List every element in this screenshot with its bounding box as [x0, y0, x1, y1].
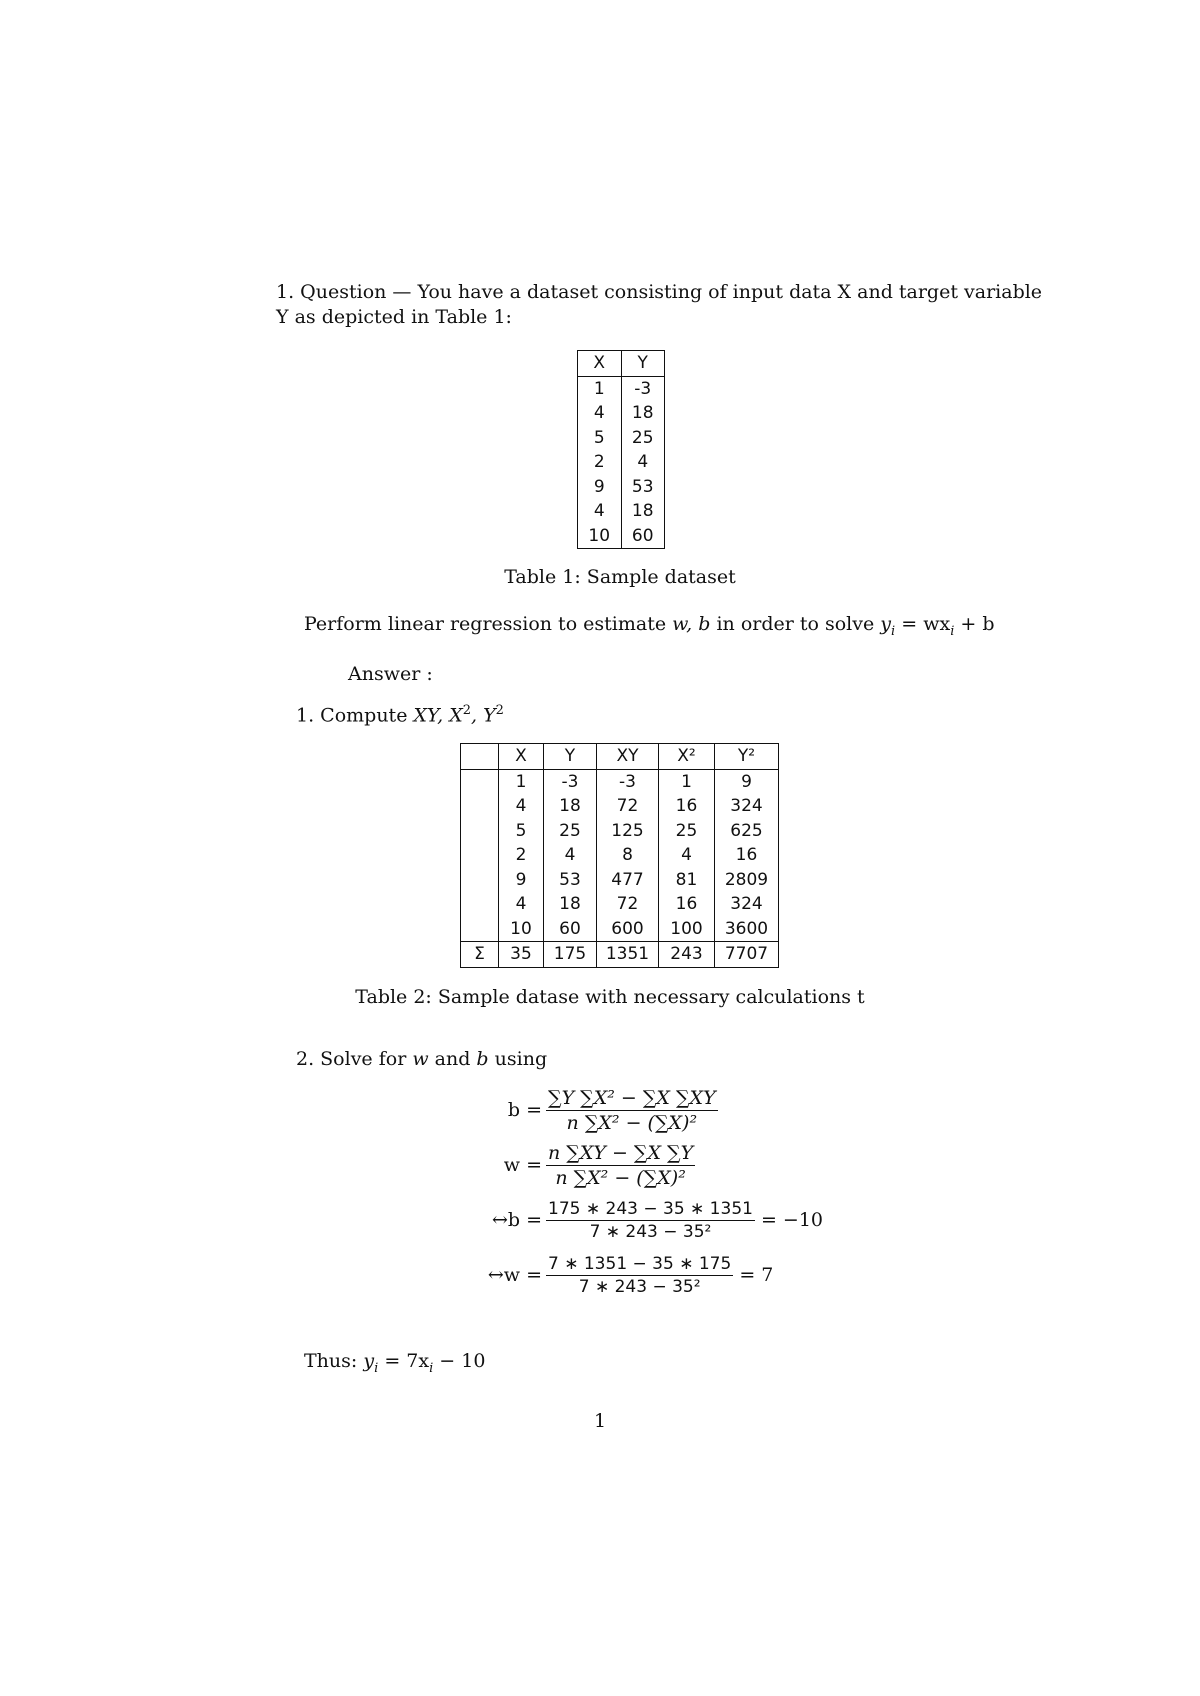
table-2 — [460, 743, 779, 968]
table-2-cell: 125 — [597, 819, 659, 844]
task-statement — [304, 612, 995, 644]
table-2-row — [461, 892, 779, 917]
table-2-cell: 25 — [659, 819, 715, 844]
conclusion-sub-i: i — [374, 1360, 379, 1376]
equation-b-numeric — [484, 1192, 823, 1248]
task-sub-i: i — [891, 623, 896, 639]
equation-b-numeric-fraction — [546, 1199, 755, 1242]
task-plus-b: + b — [960, 613, 995, 635]
table-2-cell: 4 — [499, 892, 544, 917]
table-2-sum-row — [461, 942, 779, 968]
table-1-cell: 4 — [621, 450, 665, 475]
step-2-and: and — [434, 1048, 471, 1070]
table-2-cell: 2809 — [715, 868, 779, 893]
table-2-cell: 100 — [659, 917, 715, 942]
step-1-vars: XY, X — [413, 704, 463, 727]
table-1-cell: 2 — [578, 450, 622, 475]
step-2 — [296, 1047, 547, 1071]
table-2-header-blank — [461, 744, 499, 770]
equation-w-denominator: n ∑X² − (∑X)² — [555, 1166, 686, 1189]
table-2-cell: 1 — [499, 769, 544, 794]
table-2-cell: 324 — [715, 892, 779, 917]
question-line-2: Y as depicted in Table 1: — [276, 306, 512, 328]
table-2-header-x2: X² — [659, 744, 715, 770]
equation-b — [484, 1082, 718, 1138]
table-2-cell: 16 — [659, 892, 715, 917]
table-2-header-xy: XY — [597, 744, 659, 770]
table-2-cell: 477 — [597, 868, 659, 893]
conclusion-y: y — [363, 1350, 375, 1372]
table-1-cell: -3 — [621, 376, 665, 401]
table-1-cell: 4 — [578, 499, 622, 524]
table-2-header-y: Y — [544, 744, 597, 770]
table-1-cell: 5 — [578, 426, 622, 451]
table-2-row — [461, 769, 779, 794]
equation-w — [484, 1137, 695, 1193]
table-2-row — [461, 819, 779, 844]
table-2-cell: 8 — [597, 843, 659, 868]
table-2-sum-cell: 175 — [544, 942, 597, 968]
equation-b-numeric-lhs: ↔b = — [491, 1209, 542, 1231]
table-1-row — [578, 450, 665, 475]
table-2-cell: 16 — [659, 794, 715, 819]
conclusion-tail: − 10 — [439, 1350, 486, 1372]
table-1-row — [578, 524, 665, 549]
answer-label: Answer : — [348, 663, 433, 685]
conclusion — [304, 1349, 485, 1381]
table-2-cell: 2 — [499, 843, 544, 868]
step-2-using: using — [494, 1048, 548, 1070]
table-2-label-cell — [461, 892, 499, 917]
table-1-header-y: Y — [621, 351, 665, 377]
table-1-row — [578, 376, 665, 401]
table-1-cell: 1 — [578, 376, 622, 401]
table-2-cell: 18 — [544, 794, 597, 819]
table-2-cell: 5 — [499, 819, 544, 844]
step-1-vars2: , Y — [471, 704, 496, 727]
table-1-row — [578, 475, 665, 500]
conclusion-label: Thus: — [304, 1350, 358, 1372]
equation-w-lhs: w = — [503, 1154, 542, 1176]
step-1-label: 1. Compute — [296, 704, 408, 727]
table-2-cell: 81 — [659, 868, 715, 893]
equation-b-numeric-numerator: 175 ∗ 243 − 35 ∗ 1351 — [548, 1198, 753, 1219]
equation-b-numeric-denominator: 7 ∗ 243 − 35² — [589, 1221, 712, 1242]
equation-w-numeric-denominator: 7 ∗ 243 − 35² — [578, 1276, 701, 1297]
equation-w-numeric — [484, 1247, 773, 1303]
table-2-cell: 4 — [499, 794, 544, 819]
table-2-cell: 324 — [715, 794, 779, 819]
table-1-row — [578, 426, 665, 451]
table-2-label-cell — [461, 868, 499, 893]
table-2-sum-symbol: Σ — [461, 942, 499, 968]
table-2-cell: 4 — [544, 843, 597, 868]
page-number: 1 — [593, 1410, 607, 1432]
task-sub-i-2: i — [950, 623, 955, 639]
table-2-caption: Table 2: Sample datase with necessary calculations t — [355, 986, 865, 1008]
table-2-cell: 600 — [597, 917, 659, 942]
table-2-header-x: X — [499, 744, 544, 770]
table-2-sum-cell: 243 — [659, 942, 715, 968]
table-2-cell: 3600 — [715, 917, 779, 942]
table-1-cell: 18 — [621, 499, 665, 524]
table-2-cell: 72 — [597, 892, 659, 917]
table-2-cell: -3 — [597, 769, 659, 794]
table-2-label-cell — [461, 917, 499, 942]
table-2-label-cell — [461, 843, 499, 868]
equation-w-numerator: n ∑XY − ∑X ∑Y — [548, 1141, 694, 1164]
table-2-sum-cell: 1351 — [597, 942, 659, 968]
equation-b-lhs: b = — [507, 1099, 542, 1121]
table-2-cell: -3 — [544, 769, 597, 794]
table-2-header-y2: Y² — [715, 744, 779, 770]
equation-b-fraction — [546, 1087, 718, 1134]
table-2-row — [461, 794, 779, 819]
table-2-row — [461, 917, 779, 942]
table-2-cell: 4 — [659, 843, 715, 868]
table-1-cell: 10 — [578, 524, 622, 549]
table-1 — [577, 350, 665, 549]
step-2-w: w — [412, 1048, 429, 1070]
table-2-row — [461, 868, 779, 893]
task-y: y — [880, 613, 892, 635]
equation-w-numeric-lhs: ↔w = — [487, 1264, 542, 1286]
task-part-1: Perform linear regression to estimate — [304, 613, 667, 635]
table-1-cell: 18 — [621, 401, 665, 426]
table-2-row — [461, 843, 779, 868]
table-2-cell: 72 — [597, 794, 659, 819]
step-2-label: 2. Solve for — [296, 1048, 407, 1070]
table-2-cell: 25 — [544, 819, 597, 844]
table-2-cell: 16 — [715, 843, 779, 868]
equation-w-numeric-result: = 7 — [739, 1264, 774, 1286]
table-2-cell: 53 — [544, 868, 597, 893]
table-1-cell: 9 — [578, 475, 622, 500]
equation-b-numerator: ∑Y ∑X² − ∑X ∑XY — [548, 1086, 716, 1109]
task-wb: w, b — [672, 613, 711, 635]
conclusion-sub-i-2: i — [429, 1360, 434, 1376]
step-1 — [296, 699, 504, 727]
table-2-cell: 1 — [659, 769, 715, 794]
question-line-1: 1. Question — You have a dataset consisting of input data X and target variable — [276, 281, 1043, 303]
table-2-cell: 60 — [544, 917, 597, 942]
table-2-cell: 9 — [499, 868, 544, 893]
step-1-sq: 2 — [462, 703, 472, 718]
table-2-sum-cell: 35 — [499, 942, 544, 968]
table-1-cell: 25 — [621, 426, 665, 451]
equation-w-numeric-fraction — [546, 1254, 733, 1297]
table-2-cell: 9 — [715, 769, 779, 794]
equation-b-denominator: n ∑X² − (∑X)² — [566, 1111, 698, 1134]
table-2-label-cell — [461, 794, 499, 819]
table-1-cell: 60 — [621, 524, 665, 549]
task-part-2: in order to solve — [716, 613, 875, 635]
table-1-caption: Table 1: Sample dataset — [504, 566, 736, 588]
conclusion-eq: = 7x — [384, 1350, 430, 1372]
table-2-cell: 18 — [544, 892, 597, 917]
step-1-sq-2: 2 — [495, 703, 504, 718]
table-2-label-cell — [461, 769, 499, 794]
table-2-sum-cell: 7707 — [715, 942, 779, 968]
step-2-b: b — [476, 1048, 489, 1070]
table-1-cell: 4 — [578, 401, 622, 426]
equation-b-numeric-result: = −10 — [760, 1209, 824, 1231]
table-1-cell: 53 — [621, 475, 665, 500]
table-1-row — [578, 499, 665, 524]
task-eq: = wx — [901, 613, 951, 635]
table-1-header-x: X — [578, 351, 622, 377]
table-2-label-cell — [461, 819, 499, 844]
table-1-row — [578, 401, 665, 426]
table-2-cell: 625 — [715, 819, 779, 844]
table-2-cell: 10 — [499, 917, 544, 942]
equation-w-numeric-numerator: 7 ∗ 1351 − 35 ∗ 175 — [548, 1253, 732, 1274]
equation-w-fraction — [546, 1142, 695, 1189]
